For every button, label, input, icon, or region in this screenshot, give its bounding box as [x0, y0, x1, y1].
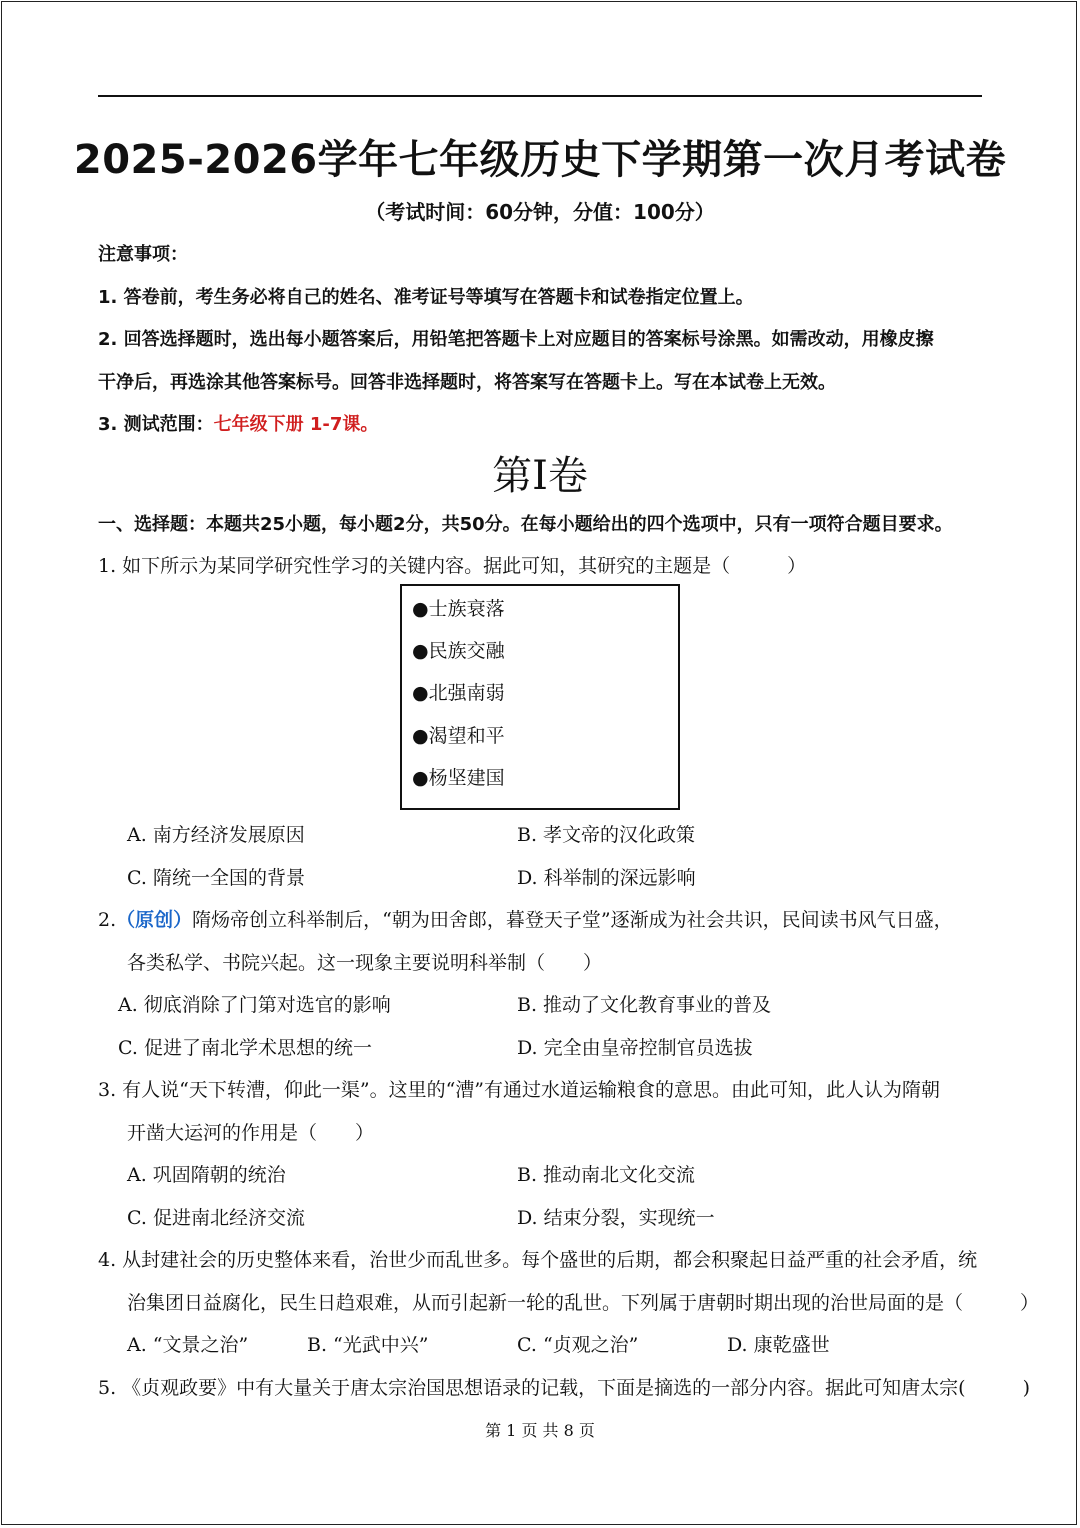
q2-stem-line-2: 各类私学、书院兴起。这一现象主要说明科举制（ ） [127, 952, 603, 974]
q3-option-b: B. 推动南北文化交流 [517, 1164, 696, 1186]
notice-heading: 注意事项： [98, 244, 188, 265]
q4-option-a: A. “文景之治” [127, 1334, 249, 1356]
q2-option-d: D. 完全由皇帝控制官员选拔 [517, 1037, 753, 1059]
header-rule [98, 95, 982, 97]
q4-option-c: C. “贞观之治” [517, 1334, 639, 1356]
q3-stem-line-2: 开凿大运河的作用是（ ） [127, 1122, 375, 1144]
q1-box-item: ●杨坚建国 [412, 767, 505, 789]
page-footer: 第 1 页 共 8 页 [485, 1421, 595, 1440]
volume-title: 第Ⅰ卷 [492, 453, 588, 499]
section-heading: 一、选择题：本题共25小题，每小题2分，共50分。在每小题给出的四个选项中，只有一项符合题目要求。 [98, 514, 953, 535]
q2-original-tag: （原创） [116, 909, 193, 931]
q1-option-d: D. 科举制的深远影响 [517, 867, 696, 889]
q2-option-c: C. 促进了南北学术思想的统一 [118, 1037, 372, 1059]
q2-stem-text: 隋炀帝创立科举制后，“朝为田舍郎，暮登天子堂”逐渐成为社会共识，民间读书风气日盛， [192, 909, 953, 931]
q2-option-a: A. 彻底消除了门第对选官的影响 [118, 994, 391, 1016]
q1-box-item: ●民族交融 [412, 640, 505, 662]
q3-option-c: C. 促进南北经济交流 [127, 1207, 305, 1229]
q4-stem-line-2: 治集团日益腐化，民生日趋艰难，从而引起新一轮的乱世。下列属于唐朝时期出现的治世局面的是（ ） [127, 1292, 1040, 1314]
q5-stem: 5. 《贞观政要》中有大量关于唐太宗治国思想语录的记载，下面是摘选的一部分内容。据此可知唐太宗( ) [98, 1377, 1030, 1399]
q1-box-item: ●士族衰落 [412, 598, 505, 620]
notice-item-1: 1. 答卷前，考生务必将自己的姓名、准考证号等填写在答题卡和试卷指定位置上。 [98, 287, 754, 308]
q2-number: 2. [98, 909, 117, 931]
notice-item-2-line-1: 2. 回答选择题时，选出每小题答案后，用铅笔把答题卡上对应题目的答案标号涂黑。如需改动，用橡皮擦 [98, 329, 934, 350]
q4-option-d: D. 康乾盛世 [727, 1334, 830, 1356]
notice-item-3 [98, 410, 378, 436]
q1-option-b: B. 孝文帝的汉化政策 [517, 824, 696, 846]
test-range: 七年级下册 1-7课。 [213, 414, 379, 435]
q2-option-b: B. 推动了文化教育事业的普及 [517, 994, 772, 1016]
notice-item-3-label: 3. 测试范围： [98, 414, 214, 435]
exam-subtitle: （考试时间：60分钟，分值：100分） [365, 200, 715, 224]
q1-box-item: ●北强南弱 [412, 682, 505, 704]
q2-stem-line-1 [98, 905, 953, 932]
q1-option-c: C. 隋统一全国的背景 [127, 867, 305, 889]
notice-item-2-line-2: 干净后，再选涂其他答案标号。回答非选择题时，将答案写在答题卡上。写在本试卷上无效。 [98, 372, 836, 393]
q3-option-d: D. 结束分裂，实现统一 [517, 1207, 715, 1229]
q1-option-a: A. 南方经济发展原因 [127, 824, 305, 846]
exam-title: 2025-2026学年七年级历史下学期第一次月考试卷 [73, 137, 1007, 183]
q4-stem-line-1: 4. 从封建社会的历史整体来看，治世少而乱世多。每个盛世的后期，都会积聚起日益严重的社会矛盾，统 [98, 1249, 978, 1271]
q4-option-b: B. “光武中兴” [307, 1334, 429, 1356]
q3-stem-line-1: 3. 有人说“天下转漕，仰此一渠”。这里的“漕”有通过水道运输粮食的意思。由此可知，此人认为隋朝 [98, 1079, 941, 1101]
q3-option-a: A. 巩固隋朝的统治 [127, 1164, 286, 1186]
q1-stem: 1. 如下所示为某同学研究性学习的关键内容。据此可知，其研究的主题是（ ） [98, 555, 807, 577]
q1-box-item: ●渴望和平 [412, 725, 505, 747]
q1-key-points-box [400, 584, 680, 810]
